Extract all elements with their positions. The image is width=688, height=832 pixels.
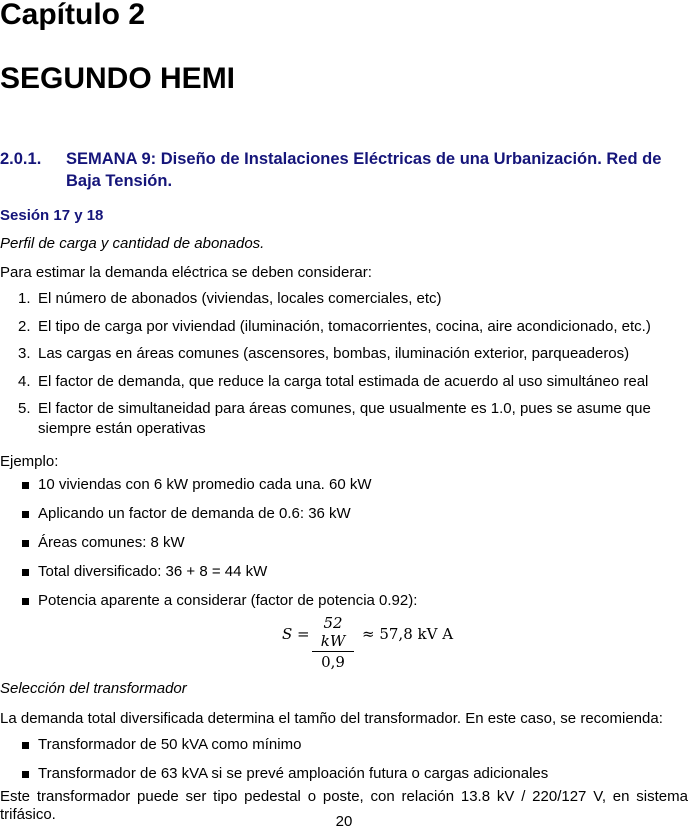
bullet-icon xyxy=(22,511,29,518)
list-item xyxy=(0,289,688,309)
list-item xyxy=(0,504,688,524)
formula-lhs: S = xyxy=(282,625,310,643)
intro-paragraph: Para estimar la demanda eléctrica se deben considerar: xyxy=(0,264,372,281)
list-item-text: Transformador de 63 kVA si se prevé amploación futura o cargas adicionales xyxy=(38,765,549,782)
list-item-number: 4. xyxy=(18,372,31,390)
list-item-text: Total diversificado: 36 + 8 = 44 kW xyxy=(38,563,268,580)
bullet-icon xyxy=(22,482,29,489)
transformer-subheading: Selección del transformador xyxy=(0,680,187,697)
list-item xyxy=(0,399,688,439)
formula-fraction xyxy=(312,614,354,671)
formula-rhs: ≈ 57,8 kV A xyxy=(362,625,454,643)
section-title: SEMANA 9: Diseño de Instalaciones Eléctricas de una Urbanización. Red de Baja Tensión. xyxy=(66,150,662,190)
considerations-list xyxy=(0,289,688,447)
transformer-intro: La demanda total diversificada determina el tamño del transformador. En este caso, se recomienda: xyxy=(0,710,663,727)
list-item-text: El factor de demanda, que reduce la carga total estimada de acuerdo al uso simultáneo real xyxy=(38,372,649,390)
formula-denominator: 0,9 xyxy=(321,653,345,671)
list-item xyxy=(0,533,688,553)
bullet-icon xyxy=(22,742,29,749)
list-item xyxy=(0,372,688,392)
list-item-text: Aplicando un factor de demanda de 0.6: 36 kW xyxy=(38,505,351,522)
section-heading xyxy=(0,148,688,192)
list-item-text: Potencia aparente a considerar (factor de potencia 0.92): xyxy=(38,592,418,609)
closing-paragraph: Este transformador puede ser tipo pedestal o poste, con relación 13.8 kV / 220/127 V, en sistema trifásico. xyxy=(0,788,688,823)
list-item xyxy=(0,317,688,337)
bullet-icon xyxy=(22,540,29,547)
list-item xyxy=(0,735,688,755)
formula-numerator: 52 kW xyxy=(320,614,346,650)
bullet-icon xyxy=(22,569,29,576)
load-profile-subheading: Perfil de carga y cantidad de abonados. xyxy=(0,235,265,252)
page-title: SEGUNDO HEMI xyxy=(0,62,236,95)
list-item-number: 2. xyxy=(18,317,31,335)
list-item-text: El número de abonados (viviendas, locales comerciales, etc) xyxy=(38,290,442,307)
list-item xyxy=(0,475,688,495)
section-number: 2.0.1. xyxy=(0,150,42,168)
list-item-text: Las cargas en áreas comunes (ascensores, bombas, iluminación exterior, parqueaderos) xyxy=(38,345,630,362)
list-item xyxy=(0,562,688,582)
list-item-number: 1. xyxy=(18,290,31,307)
list-item xyxy=(0,764,688,784)
list-item-text: El factor de simultaneidad para áreas comunes, que usualmente es 1.0, pues se asume que siempre están operativas xyxy=(38,400,651,437)
list-item-text: El tipo de carga por viviendad (iluminación, tomacorrientes, cocina, aire acondicionado, etc.) xyxy=(38,317,651,335)
fraction-bar xyxy=(312,651,354,652)
apparent-power-formula xyxy=(282,614,454,671)
bullet-icon xyxy=(22,771,29,778)
session-heading: Sesión 17 y 18 xyxy=(0,207,104,224)
list-item xyxy=(0,591,688,611)
list-item-text: 10 viviendas con 6 kW promedio cada una. 60 kW xyxy=(38,476,372,493)
example-list xyxy=(0,475,688,611)
example-label: Ejemplo: xyxy=(0,453,59,470)
page-number: 20 xyxy=(335,813,353,830)
chapter-heading: Capítulo 2 xyxy=(0,0,146,31)
transformer-list xyxy=(0,735,688,784)
list-item xyxy=(0,344,688,364)
bullet-icon xyxy=(22,598,29,605)
list-item-number: 3. xyxy=(18,345,31,362)
list-item-text: Áreas comunes: 8 kW xyxy=(38,534,185,551)
list-item-number: 5. xyxy=(18,400,31,417)
list-item-text: Transformador de 50 kVA como mínimo xyxy=(38,736,302,753)
